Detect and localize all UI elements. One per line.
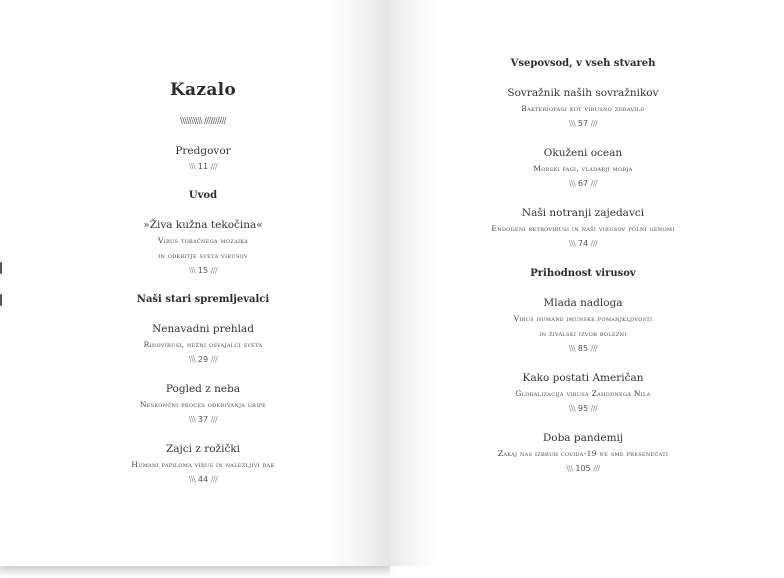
- toc-entry: [8, 382, 398, 427]
- toc-page-number: [8, 412, 398, 427]
- toc-entry-subtitle: Morski fagi, vladarji morja: [533, 164, 633, 173]
- toc-entry: [8, 442, 398, 487]
- page-number-value: 85: [577, 344, 589, 353]
- page-number-value: 95: [577, 404, 589, 413]
- toc-entry: [385, 371, 781, 416]
- toc-page-number: [385, 176, 781, 191]
- toc-entry: [385, 431, 781, 476]
- page-number-value: 105: [575, 464, 591, 473]
- toc-section-heading: Naši stari spremljevalci: [136, 294, 270, 305]
- page-number-value: 67: [577, 179, 589, 188]
- page-number-value: 37: [197, 415, 209, 424]
- page-marker-suffix: ///: [590, 344, 598, 353]
- page-marker-prefix: \\\: [188, 355, 196, 364]
- page-marker-suffix: ///: [593, 464, 600, 473]
- toc-entry-subtitle: Globalizacija virusa Zahodnega Nila: [515, 389, 651, 398]
- toc-entry: [8, 322, 398, 367]
- page-marker-suffix: ///: [210, 415, 218, 424]
- toc-entry: [8, 144, 398, 174]
- page-marker-suffix: ///: [590, 239, 598, 248]
- toc-page-number: [385, 116, 781, 131]
- page-marker-prefix: \\\: [568, 119, 576, 128]
- page-number-value: 57: [577, 119, 589, 128]
- toc-entry-subtitle: Endogeni retrovirusi in naši virusov polni genomi: [491, 224, 675, 233]
- toc-entry-subtitle: in odkritje sveta virusov: [158, 251, 248, 260]
- toc-title: Kazalo: [169, 80, 237, 100]
- page-marker-prefix: \\\: [568, 404, 576, 413]
- toc-entry: [385, 146, 781, 191]
- page-marker-suffix: ///: [590, 179, 598, 188]
- toc-entry-title: Okuženi ocean: [543, 147, 623, 159]
- page-marker-prefix: \\\: [188, 162, 196, 171]
- page-marker-suffix: ///: [590, 404, 598, 413]
- page-marker-suffix: ///: [590, 119, 598, 128]
- toc-entry-title: Nenavadni prehlad: [152, 323, 254, 335]
- page-marker-prefix: \\\: [568, 179, 576, 188]
- toc-page-number: [8, 352, 398, 367]
- toc-entry-subtitle: Virus humane imunske pomanjkljivosti: [513, 314, 653, 323]
- toc-entry-title: Doba pandemij: [542, 432, 624, 444]
- toc-entry-subtitle: Humani papiloma virus in nalezljivi rak: [131, 460, 275, 469]
- toc-entry-title: Predgovor: [175, 145, 231, 157]
- page-number-value: 29: [197, 355, 209, 364]
- edge-mark: [0, 294, 2, 306]
- toc-entry: [8, 218, 398, 278]
- toc-page-number: [8, 472, 398, 487]
- page-marker-prefix: \\\: [188, 475, 196, 484]
- edge-mark: [0, 262, 2, 274]
- toc-entry-subtitle: Rinovirusi, nežni osvajalci sveta: [143, 340, 263, 349]
- toc-entry-title: Kako postati Američan: [522, 372, 644, 384]
- toc-entry: [385, 206, 781, 251]
- page-marker-prefix: \\\: [188, 266, 196, 275]
- toc-section-heading: Prihodnost virusov: [530, 268, 636, 279]
- page-marker-suffix: ///: [210, 355, 218, 364]
- toc-entry-subtitle: Neskončni proces odkrivanja gripe: [139, 400, 267, 409]
- toc-page-number: [8, 159, 398, 174]
- page-marker-prefix: \\\: [568, 344, 576, 353]
- page-shadow: [0, 566, 390, 578]
- page-marker-suffix: ///: [210, 162, 218, 171]
- toc-entry-title: Pogled z neba: [165, 383, 241, 395]
- toc-page-number: [8, 263, 398, 278]
- toc-entry-subtitle: in živalski izvor bolezni: [539, 329, 627, 338]
- page-number-value: 74: [577, 239, 589, 248]
- page-marker-prefix: \\\: [568, 239, 576, 248]
- toc-entry-subtitle: Virus tobačnega mozaika: [157, 236, 249, 245]
- toc-section-heading: Uvod: [188, 190, 218, 201]
- right-page: [390, 0, 784, 566]
- page-number-value: 44: [197, 475, 209, 484]
- toc-entry-title: Naši notranji zajedavci: [521, 207, 645, 219]
- toc-entry: [385, 86, 781, 131]
- page-marker-suffix: ///: [210, 266, 218, 275]
- toc-page-number: [385, 236, 781, 251]
- toc-page-number: [385, 341, 781, 356]
- toc-entry: [385, 296, 781, 356]
- page-marker-prefix: \\\: [188, 415, 196, 424]
- page-number-value: 15: [197, 266, 209, 275]
- toc-entry-subtitle: Bakteriofagi kot virusno zdravilo: [521, 104, 645, 113]
- toc-entry-subtitle: Zakaj nas izbruh covida-19 ne sme presenečati: [497, 449, 669, 458]
- page-marker-suffix: ///: [210, 475, 218, 484]
- title-ornament: \\\\\\\\\\ //////////: [180, 116, 226, 125]
- toc-section-heading: Vsepovsod, v vseh stvareh: [510, 58, 656, 69]
- toc-entry-title: Mlada nadloga: [543, 297, 623, 309]
- toc-entry-title: Sovražnik naših sovražnikov: [507, 87, 659, 99]
- page-marker-prefix: \\\: [566, 464, 573, 473]
- toc-page-number: [385, 461, 781, 476]
- toc-page-number: [385, 401, 781, 416]
- page-number-value: 11: [197, 162, 209, 171]
- toc-entry-title: Zajci z rožički: [165, 443, 241, 455]
- toc-entry-title: »Živa kužna tekočina«: [143, 219, 263, 231]
